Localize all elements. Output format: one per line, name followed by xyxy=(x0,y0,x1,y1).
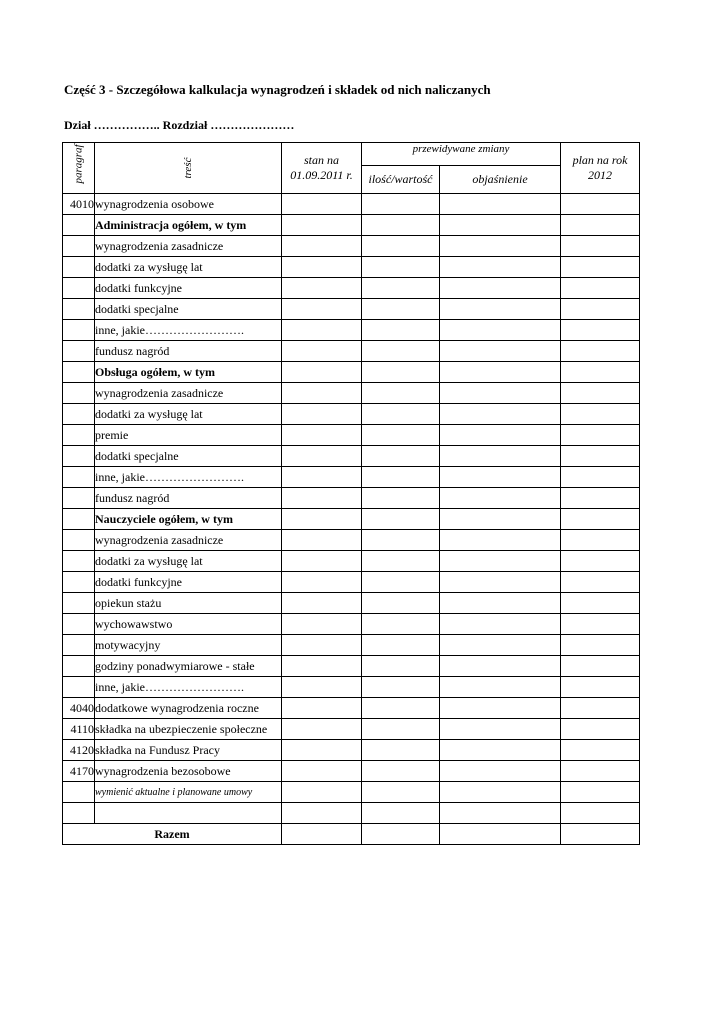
cell-objasnienie[interactable] xyxy=(440,467,561,488)
cell-objasnienie[interactable] xyxy=(440,593,561,614)
cell-objasnienie[interactable] xyxy=(440,530,561,551)
table-row xyxy=(63,614,640,635)
cell-objasnienie[interactable] xyxy=(440,572,561,593)
row-paragraf-code xyxy=(63,425,95,446)
cell-plan[interactable] xyxy=(561,656,640,677)
cell-ilosc[interactable] xyxy=(362,698,440,719)
cell-plan[interactable] xyxy=(561,509,640,530)
col-header-ilosc: ilość/wartość xyxy=(362,166,440,194)
cell-ilosc[interactable] xyxy=(362,446,440,467)
table-row xyxy=(63,551,640,572)
row-description: składka na ubezpieczenie społeczne xyxy=(95,719,282,740)
row-description: fundusz nagród xyxy=(95,341,282,362)
row-paragraf-code xyxy=(63,341,95,362)
row-paragraf-code xyxy=(63,278,95,299)
row-paragraf-code xyxy=(63,404,95,425)
cell-stan[interactable] xyxy=(282,278,362,299)
table-row xyxy=(63,635,640,656)
cell-stan[interactable] xyxy=(282,719,362,740)
table-row xyxy=(63,257,640,278)
cell-objasnienie[interactable] xyxy=(440,824,561,845)
cell-plan[interactable] xyxy=(561,488,640,509)
cell-ilosc[interactable] xyxy=(362,299,440,320)
cell-plan[interactable] xyxy=(561,635,640,656)
cell-plan[interactable] xyxy=(561,593,640,614)
table-row xyxy=(63,740,640,761)
row-description: opiekun stażu xyxy=(95,593,282,614)
row-paragraf-code xyxy=(63,299,95,320)
cell-plan[interactable] xyxy=(561,551,640,572)
cell-objasnienie[interactable] xyxy=(440,509,561,530)
row-paragraf-code: 4010 xyxy=(63,194,95,215)
cell-stan[interactable] xyxy=(282,404,362,425)
cell-plan[interactable] xyxy=(561,740,640,761)
cell-plan[interactable] xyxy=(561,299,640,320)
row-paragraf-code xyxy=(63,614,95,635)
cell-objasnienie[interactable] xyxy=(440,614,561,635)
row-description: dodatki specjalne xyxy=(95,446,282,467)
row-description: wychowawstwo xyxy=(95,614,282,635)
cell-plan[interactable] xyxy=(561,572,640,593)
cell-objasnienie[interactable] xyxy=(440,425,561,446)
row-description: inne, jakie……………………. xyxy=(95,677,282,698)
cell-objasnienie[interactable] xyxy=(440,215,561,236)
cell-objasnienie[interactable] xyxy=(440,194,561,215)
cell-stan[interactable] xyxy=(282,572,362,593)
col-header-stan: stan na 01.09.2011 r. xyxy=(282,143,362,194)
table-row xyxy=(63,719,640,740)
cell-stan[interactable] xyxy=(282,341,362,362)
cell-stan[interactable] xyxy=(282,761,362,782)
cell-plan[interactable] xyxy=(561,278,640,299)
cell-ilosc[interactable] xyxy=(362,593,440,614)
table-row xyxy=(63,383,640,404)
row-paragraf-code xyxy=(63,656,95,677)
cell-stan[interactable] xyxy=(282,635,362,656)
cell-objasnienie[interactable] xyxy=(440,698,561,719)
cell-plan[interactable] xyxy=(561,320,640,341)
cell-ilosc[interactable] xyxy=(362,740,440,761)
cell-objasnienie[interactable] xyxy=(440,236,561,257)
table-row xyxy=(63,761,640,782)
cell-plan[interactable] xyxy=(561,446,640,467)
row-description: wynagrodzenia bezosobowe xyxy=(95,761,282,782)
cell-ilosc[interactable] xyxy=(362,761,440,782)
cell-objasnienie[interactable] xyxy=(440,488,561,509)
row-description: godziny ponadwymiarowe - stałe xyxy=(95,656,282,677)
row-description: dodatkowe wynagrodzenia roczne xyxy=(95,698,282,719)
row-description: dodatki za wysługę lat xyxy=(95,257,282,278)
row-description: wynagrodzenia zasadnicze xyxy=(95,383,282,404)
row-description: inne, jakie……………………. xyxy=(95,467,282,488)
row-description: dodatki funkcyjne xyxy=(95,278,282,299)
cell-ilosc[interactable] xyxy=(362,215,440,236)
table-row xyxy=(63,362,640,383)
cell-plan[interactable] xyxy=(561,425,640,446)
row-description: premie xyxy=(95,425,282,446)
row-paragraf-code xyxy=(63,677,95,698)
table-row xyxy=(63,236,640,257)
cell-objasnienie[interactable] xyxy=(440,257,561,278)
row-description: dodatki za wysługę lat xyxy=(95,551,282,572)
cell-ilosc[interactable] xyxy=(362,341,440,362)
cell-ilosc[interactable] xyxy=(362,488,440,509)
cell-ilosc[interactable] xyxy=(362,719,440,740)
cell-stan[interactable] xyxy=(282,446,362,467)
row-paragraf-code xyxy=(63,509,95,530)
cell-plan[interactable] xyxy=(561,194,640,215)
cell-objasnienie[interactable] xyxy=(440,320,561,341)
row-paragraf-code xyxy=(63,593,95,614)
row-description: dodatki funkcyjne xyxy=(95,572,282,593)
row-paragraf-code xyxy=(63,551,95,572)
cell-ilosc[interactable] xyxy=(362,383,440,404)
table-row xyxy=(63,677,640,698)
cell-plan[interactable] xyxy=(561,677,640,698)
row-description: wynagrodzenia zasadnicze xyxy=(95,530,282,551)
row-paragraf-code xyxy=(63,530,95,551)
cell-stan[interactable] xyxy=(282,740,362,761)
col-header-plan: plan na rok 2012 xyxy=(561,143,640,194)
cell-stan[interactable] xyxy=(282,593,362,614)
cell-objasnienie[interactable] xyxy=(440,278,561,299)
cell-plan[interactable] xyxy=(561,257,640,278)
table-row xyxy=(63,278,640,299)
row-paragraf-code: 4110 xyxy=(63,719,95,740)
row-paragraf-code xyxy=(63,257,95,278)
cell-ilosc[interactable] xyxy=(362,320,440,341)
row-paragraf-code: 4120 xyxy=(63,740,95,761)
cell-stan[interactable] xyxy=(282,383,362,404)
row-paragraf-code xyxy=(63,467,95,488)
table-row xyxy=(63,194,640,215)
table-body xyxy=(63,194,640,845)
row-paragraf-code xyxy=(63,488,95,509)
row-description: motywacyjny xyxy=(95,635,282,656)
col-header-paragraf: paragraf xyxy=(63,143,95,194)
table-row xyxy=(63,467,640,488)
table-row xyxy=(63,509,640,530)
cell-plan[interactable] xyxy=(561,383,640,404)
table-row xyxy=(63,698,640,719)
cell-stan[interactable] xyxy=(282,299,362,320)
page-title: Część 3 - Szczegółowa kalkulacja wynagrodzeń i składek od nich naliczanych xyxy=(64,82,491,97)
row-paragraf-code: 4170 xyxy=(63,761,95,782)
table-row xyxy=(63,215,640,236)
row-description: wynagrodzenia osobowe xyxy=(95,194,282,215)
row-paragraf-code xyxy=(63,236,95,257)
row-paragraf-code xyxy=(63,320,95,341)
col-header-tresc: treść xyxy=(95,143,282,194)
cell-ilosc[interactable] xyxy=(362,677,440,698)
cell-ilosc[interactable] xyxy=(362,782,440,803)
cell-objasnienie[interactable] xyxy=(440,341,561,362)
row-paragraf-code xyxy=(63,782,95,803)
row-description: dodatki za wysługę lat xyxy=(95,404,282,425)
cell-stan[interactable] xyxy=(282,467,362,488)
col-header-przewidywane: przewidywane zmiany xyxy=(362,143,561,166)
table-row xyxy=(63,404,640,425)
cell-objasnienie[interactable] xyxy=(440,635,561,656)
cell-objasnienie[interactable] xyxy=(440,740,561,761)
cell-stan[interactable] xyxy=(282,215,362,236)
table-row xyxy=(63,782,640,803)
table-row xyxy=(63,530,640,551)
cell-objasnienie[interactable] xyxy=(440,656,561,677)
cell-objasnienie[interactable] xyxy=(440,677,561,698)
cell-stan[interactable] xyxy=(282,698,362,719)
table-row xyxy=(63,803,640,824)
cell-ilosc[interactable] xyxy=(362,635,440,656)
cell-stan[interactable] xyxy=(282,824,362,845)
cell-ilosc[interactable] xyxy=(362,803,440,824)
cell-plan[interactable] xyxy=(561,614,640,635)
cell-objasnienie[interactable] xyxy=(440,719,561,740)
cell-plan[interactable] xyxy=(561,824,640,845)
cell-stan[interactable] xyxy=(282,257,362,278)
row-description: fundusz nagród xyxy=(95,488,282,509)
cell-stan[interactable] xyxy=(282,530,362,551)
row-paragraf-code xyxy=(63,803,95,824)
cell-plan[interactable] xyxy=(561,236,640,257)
salary-calculation-table xyxy=(62,142,640,845)
table-row xyxy=(63,299,640,320)
cell-stan[interactable] xyxy=(282,362,362,383)
cell-ilosc[interactable] xyxy=(362,572,440,593)
table-row xyxy=(63,572,640,593)
cell-ilosc[interactable] xyxy=(362,404,440,425)
cell-ilosc[interactable] xyxy=(362,467,440,488)
cell-plan[interactable] xyxy=(561,761,640,782)
cell-plan[interactable] xyxy=(561,530,640,551)
cell-ilosc[interactable] xyxy=(362,362,440,383)
cell-objasnienie[interactable] xyxy=(440,299,561,320)
row-description xyxy=(95,803,282,824)
cell-stan[interactable] xyxy=(282,194,362,215)
total-label: Razem xyxy=(63,824,282,845)
cell-objasnienie[interactable] xyxy=(440,404,561,425)
row-description: dodatki specjalne xyxy=(95,299,282,320)
row-paragraf-code xyxy=(63,446,95,467)
cell-plan[interactable] xyxy=(561,404,640,425)
total-row xyxy=(63,824,640,845)
row-description: Obsługa ogółem, w tym xyxy=(95,362,282,383)
table-row xyxy=(63,656,640,677)
cell-ilosc[interactable] xyxy=(362,824,440,845)
cell-ilosc[interactable] xyxy=(362,656,440,677)
cell-stan[interactable] xyxy=(282,509,362,530)
row-paragraf-code: 4040 xyxy=(63,698,95,719)
table-row xyxy=(63,425,640,446)
cell-ilosc[interactable] xyxy=(362,530,440,551)
cell-ilosc[interactable] xyxy=(362,425,440,446)
cell-ilosc[interactable] xyxy=(362,509,440,530)
cell-stan[interactable] xyxy=(282,614,362,635)
division-chapter-line: Dział …………….. Rozdział ………………… xyxy=(64,118,295,132)
row-description: inne, jakie……………………. xyxy=(95,320,282,341)
cell-objasnienie[interactable] xyxy=(440,362,561,383)
cell-ilosc[interactable] xyxy=(362,614,440,635)
cell-objasnienie[interactable] xyxy=(440,446,561,467)
table-row xyxy=(63,446,640,467)
cell-stan[interactable] xyxy=(282,320,362,341)
row-paragraf-code xyxy=(63,362,95,383)
table-row xyxy=(63,341,640,362)
col-header-objasnienie: objaśnienie xyxy=(440,166,561,194)
cell-stan[interactable] xyxy=(282,236,362,257)
cell-stan[interactable] xyxy=(282,656,362,677)
table-row xyxy=(63,593,640,614)
cell-stan[interactable] xyxy=(282,782,362,803)
cell-stan[interactable] xyxy=(282,425,362,446)
cell-objasnienie[interactable] xyxy=(440,383,561,404)
cell-stan[interactable] xyxy=(282,803,362,824)
cell-plan[interactable] xyxy=(561,803,640,824)
cell-plan[interactable] xyxy=(561,341,640,362)
cell-objasnienie[interactable] xyxy=(440,551,561,572)
cell-stan[interactable] xyxy=(282,677,362,698)
cell-objasnienie[interactable] xyxy=(440,761,561,782)
cell-stan[interactable] xyxy=(282,551,362,572)
row-description: Administracja ogółem, w tym xyxy=(95,215,282,236)
cell-plan[interactable] xyxy=(561,782,640,803)
row-paragraf-code xyxy=(63,635,95,656)
cell-objasnienie[interactable] xyxy=(440,803,561,824)
row-paragraf-code xyxy=(63,215,95,236)
cell-plan[interactable] xyxy=(561,467,640,488)
cell-ilosc[interactable] xyxy=(362,194,440,215)
row-description: Nauczyciele ogółem, w tym xyxy=(95,509,282,530)
row-description: wynagrodzenia zasadnicze xyxy=(95,236,282,257)
cell-objasnienie[interactable] xyxy=(440,782,561,803)
cell-plan[interactable] xyxy=(561,719,640,740)
cell-stan[interactable] xyxy=(282,488,362,509)
table-row xyxy=(63,320,640,341)
cell-ilosc[interactable] xyxy=(362,551,440,572)
cell-plan[interactable] xyxy=(561,698,640,719)
cell-plan[interactable] xyxy=(561,215,640,236)
cell-plan[interactable] xyxy=(561,362,640,383)
row-paragraf-code xyxy=(63,572,95,593)
table-row xyxy=(63,488,640,509)
cell-ilosc[interactable] xyxy=(362,257,440,278)
cell-ilosc[interactable] xyxy=(362,236,440,257)
row-description: wymienić aktualne i planowane umowy xyxy=(95,782,282,803)
row-description: składka na Fundusz Pracy xyxy=(95,740,282,761)
row-paragraf-code xyxy=(63,383,95,404)
cell-ilosc[interactable] xyxy=(362,278,440,299)
